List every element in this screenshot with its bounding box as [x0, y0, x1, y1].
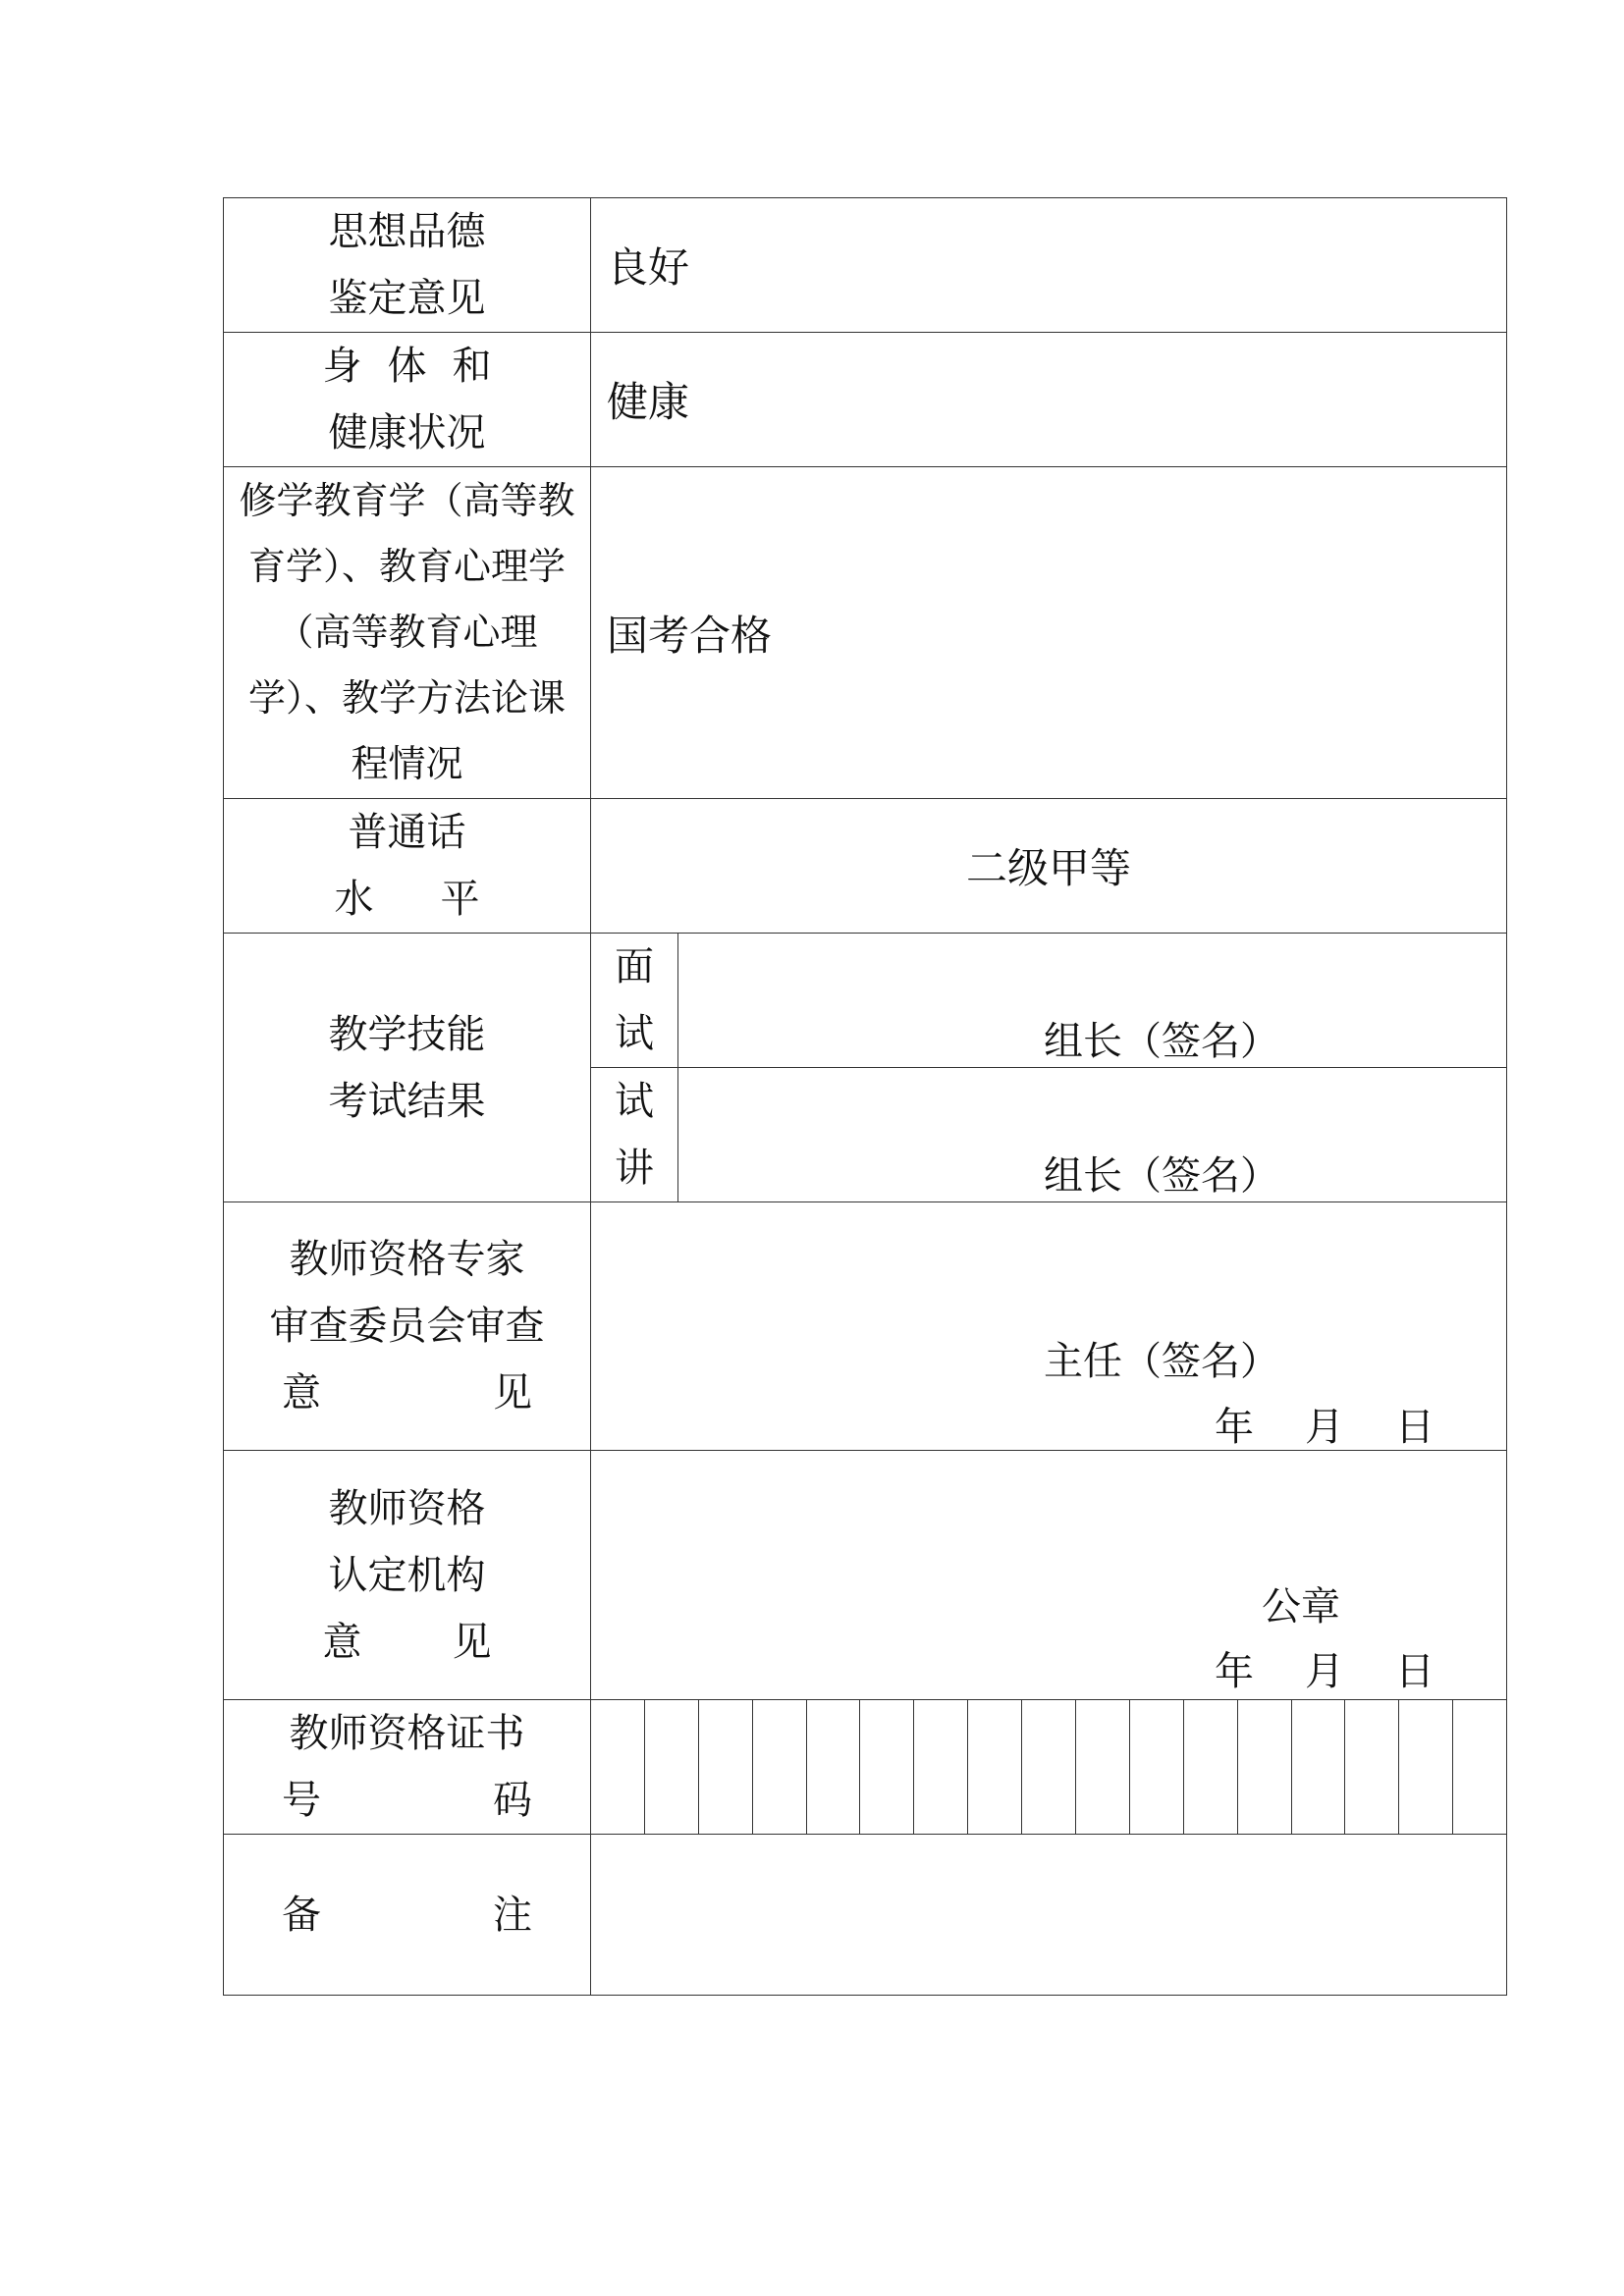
lecture-label-2: 讲 [615, 1146, 654, 1191]
remarks-label-cell [224, 1835, 591, 1996]
institution-label-3 [323, 1609, 492, 1676]
interview-label-1: 面 [615, 944, 654, 989]
certificate-digit-box [1292, 1700, 1346, 1834]
committee-date [1215, 1396, 1435, 1452]
courses-label-1: 修学教育学（高等教 [239, 479, 575, 522]
courses-value: 国考合格 [591, 467, 1507, 799]
mandarin-label-2b: 平 [440, 877, 480, 922]
certificate-label-1: 教师资格证书 [289, 1711, 525, 1756]
health-label-1 [323, 333, 492, 400]
committee-label-3a: 意 [282, 1370, 321, 1415]
row-moral [224, 198, 1507, 333]
certificate-digit-box [1345, 1700, 1399, 1834]
interview-label-cell [591, 934, 678, 1068]
certificate-digit-boxes [591, 1700, 1506, 1834]
certificate-digit-box [699, 1700, 753, 1834]
lecture-leader-signature: 组长（签名） [1044, 1153, 1279, 1199]
mandarin-label-1: 普通话 [348, 810, 466, 855]
health-label-cell [224, 333, 591, 467]
certificate-digit-box [1238, 1700, 1292, 1834]
moral-value: 良好 [591, 198, 1507, 333]
committee-year: 年 [1215, 1405, 1254, 1450]
certificate-digit-box [1130, 1700, 1184, 1834]
mandarin-label-2 [335, 866, 480, 933]
certificate-label-2 [282, 1767, 532, 1834]
institution-label-2: 认定机构 [328, 1552, 486, 1598]
moral-label-cell [224, 198, 591, 333]
certificate-digit-box [1399, 1700, 1453, 1834]
courses-label-cell [224, 467, 591, 799]
institution-label-cell [224, 1451, 591, 1700]
skills-label-2: 考试结果 [328, 1078, 486, 1124]
institution-label-3b: 见 [452, 1619, 492, 1665]
moral-label-1: 思想品德 [328, 209, 486, 254]
institution-label-1: 教师资格 [328, 1485, 486, 1531]
certificate-digit-box [1022, 1700, 1076, 1834]
committee-label-2: 审查委员会审查 [269, 1304, 545, 1349]
interview-leader-signature: 组长（签名） [1044, 1019, 1279, 1064]
row-skills-interview [224, 934, 1507, 1068]
certificate-digit-box [591, 1700, 645, 1834]
committee-month: 月 [1305, 1405, 1344, 1450]
committee-label-3b: 见 [493, 1370, 532, 1415]
certificate-digit-box [914, 1700, 968, 1834]
moral-label-2: 鉴定意见 [328, 276, 486, 321]
certificate-digit-box [645, 1700, 699, 1834]
committee-day: 日 [1395, 1405, 1435, 1450]
skills-label-1: 教学技能 [328, 1011, 486, 1057]
row-mandarin [224, 799, 1507, 934]
lecture-label-cell [591, 1068, 678, 1202]
certificate-digit-box [1076, 1700, 1130, 1834]
courses-label-2: 育学）、教育心理学 [247, 545, 566, 588]
interview-sign-cell [678, 934, 1507, 1068]
skills-label-cell [224, 934, 591, 1202]
row-courses [224, 467, 1507, 799]
health-label-1b: 体 [387, 344, 427, 389]
remarks-value [591, 1835, 1507, 1996]
remarks-label [282, 1882, 532, 1949]
health-value: 健康 [591, 333, 1507, 467]
row-institution [224, 1451, 1507, 1700]
certificate-digit-box [968, 1700, 1022, 1834]
health-label-1a: 身 [322, 344, 362, 389]
certificate-label-cell [224, 1700, 591, 1835]
committee-director-signature: 主任（签名） [1044, 1339, 1279, 1384]
certificate-digit-box [860, 1700, 914, 1834]
courses-label-4: 学）、教学方法论课 [247, 676, 566, 720]
remarks-label-a: 备 [282, 1892, 321, 1938]
lecture-sign-cell [678, 1068, 1507, 1202]
certificate-label-2b: 码 [493, 1778, 532, 1823]
interview-label-2: 试 [615, 1011, 654, 1056]
certificate-digit-box [1453, 1700, 1506, 1834]
courses-label-5: 程情况 [351, 742, 463, 785]
institution-seal: 公章 [1262, 1584, 1340, 1629]
institution-label-3a: 意 [322, 1619, 362, 1665]
remarks-label-b: 注 [493, 1892, 532, 1938]
mandarin-label-2a: 水 [334, 877, 374, 922]
institution-opinion-cell [591, 1451, 1507, 1700]
mandarin-value: 二级甲等 [591, 799, 1507, 934]
committee-opinion-cell [591, 1202, 1507, 1451]
courses-label-3: （高等教育心理 [276, 611, 538, 654]
certificate-digit-box [1184, 1700, 1238, 1834]
committee-label-3 [282, 1360, 532, 1426]
committee-label-1: 教师资格专家 [289, 1237, 525, 1282]
row-committee [224, 1202, 1507, 1451]
health-label-2: 健康状况 [328, 410, 486, 455]
institution-month: 月 [1305, 1649, 1344, 1694]
certificate-number-cell [591, 1700, 1507, 1835]
row-health [224, 333, 1507, 467]
institution-date [1215, 1640, 1435, 1696]
certificate-digit-box [753, 1700, 807, 1834]
mandarin-label-cell [224, 799, 591, 934]
institution-day: 日 [1395, 1649, 1435, 1694]
committee-label-cell [224, 1202, 591, 1451]
lecture-label-1: 试 [615, 1079, 654, 1124]
teacher-qualification-form [223, 197, 1507, 1996]
certificate-label-2a: 号 [282, 1778, 321, 1823]
certificate-digit-box [807, 1700, 861, 1834]
row-certificate [224, 1700, 1507, 1835]
row-remarks [224, 1835, 1507, 1996]
health-label-1c: 和 [452, 344, 492, 389]
institution-year: 年 [1215, 1649, 1254, 1694]
